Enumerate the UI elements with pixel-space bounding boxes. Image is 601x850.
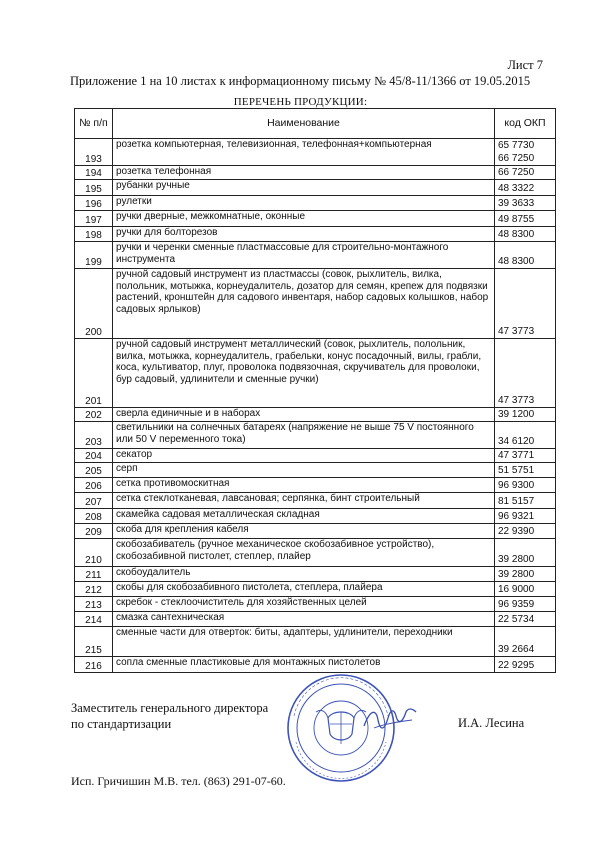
row-number: 203	[75, 422, 113, 449]
table-row	[75, 422, 556, 449]
okp-code: 49 8755	[498, 214, 535, 225]
product-name: скребок - стеклоочиститель для хозяйственных целей	[113, 597, 495, 612]
table-row	[75, 180, 556, 196]
product-name: ручки для болторезов	[113, 227, 495, 242]
table-row	[75, 242, 556, 269]
product-name: смазка сантехническая	[113, 612, 495, 627]
okp-code-cell	[495, 139, 556, 166]
okp-code-cell	[495, 180, 556, 196]
table-row	[75, 478, 556, 493]
row-number: 208	[75, 509, 113, 524]
okp-code: 47 3771	[498, 450, 535, 461]
product-name: рубанки ручные	[113, 180, 495, 196]
okp-code-cell	[495, 227, 556, 242]
product-name: ручной садовый инструмент металлический (совок, рыхлитель, полольник, вилка, мотыжка, корнеудалитель, грабельки, конус посадочный, вилы, грабли, коса, культиватор, плуг, проволока подвязочная, скручиватель для проволоки, бур садовый, удлинители и сменные ручки)	[113, 339, 495, 408]
table-row	[75, 627, 556, 657]
row-number: 205	[75, 463, 113, 478]
okp-code: 96 9321	[498, 511, 535, 522]
row-number: 202	[75, 408, 113, 422]
row-number: 193	[75, 139, 113, 166]
okp-code: 22 5734	[498, 614, 535, 625]
okp-code: 48 3322	[498, 183, 535, 194]
table-row	[75, 227, 556, 242]
okp-code-cell	[495, 567, 556, 582]
okp-code-cell	[495, 463, 556, 478]
row-number: 216	[75, 657, 113, 673]
product-list-title: ПЕРЕЧЕНЬ ПРОДУКЦИИ:	[233, 96, 368, 108]
product-name: секатор	[113, 449, 495, 463]
okp-code: 39 2800	[498, 569, 535, 580]
row-number: 197	[75, 211, 113, 227]
okp-code-cell	[495, 166, 556, 180]
product-name: скобозабиватель (ручное механическое скобозабивное устройство), скобозабивной пистолет, степлер, плайер	[113, 539, 495, 567]
product-name: ручной садовый инструмент из пластмассы (совок, рыхлитель, вилка, полольник, мотыжка, корнеудалитель, дозатор для семян, крепеж для подвязки растений, кронштейн для садового инвентаря, набор садовых колышков, набор садовых ярлыков)	[113, 269, 495, 339]
table-body	[75, 139, 556, 673]
row-number: 200	[75, 269, 113, 339]
okp-code-cell	[495, 339, 556, 408]
okp-code-cell	[495, 539, 556, 567]
position-line-1: Заместитель генерального директора	[71, 701, 269, 715]
table-row	[75, 166, 556, 180]
contact-info: Исп. Гричишин М.В. тел. (863) 291-07-60.	[71, 774, 286, 788]
table-row	[75, 269, 556, 339]
table-row	[75, 493, 556, 509]
page-number: Лист 7	[507, 58, 543, 72]
okp-code-cell	[495, 597, 556, 612]
table-row	[75, 524, 556, 539]
row-number: 210	[75, 539, 113, 567]
okp-code-cell	[495, 493, 556, 509]
table-header-row	[75, 109, 556, 139]
row-number: 199	[75, 242, 113, 269]
row-number: 213	[75, 597, 113, 612]
product-table	[74, 108, 556, 673]
row-number: 214	[75, 612, 113, 627]
table-row	[75, 211, 556, 227]
product-name: рулетки	[113, 196, 495, 211]
column-header-code: код ОКП	[495, 109, 556, 139]
appendix-heading: Приложение 1 на 10 листах к информационному письму № 45/8-11/1366 от 19.05.2015	[70, 74, 531, 88]
product-name: ручки и черенки сменные пластмассовые для строительно-монтажного инструмента	[113, 242, 495, 269]
okp-code: 47 3773	[498, 395, 535, 406]
product-name: светильники на солнечных батареях (напряжение не выше 75 V постоянного или 50 V переменного тока)	[113, 422, 495, 449]
product-name: серп	[113, 463, 495, 478]
row-number: 198	[75, 227, 113, 242]
product-name: скамейка садовая металлическая складная	[113, 509, 495, 524]
table-row	[75, 597, 556, 612]
row-number: 211	[75, 567, 113, 582]
row-number: 201	[75, 339, 113, 408]
okp-code-cell	[495, 269, 556, 339]
product-name: скоба для крепления кабеля	[113, 524, 495, 539]
table-row	[75, 612, 556, 627]
product-name: сетка противомоскитная	[113, 478, 495, 493]
okp-code: 66 7250	[498, 153, 535, 164]
row-number: 194	[75, 166, 113, 180]
okp-code: 39 2800	[498, 554, 535, 565]
column-header-number: № п/п	[75, 109, 113, 139]
okp-code: 48 8300	[498, 256, 535, 267]
row-number: 204	[75, 449, 113, 463]
table-row	[75, 509, 556, 524]
okp-code-cell	[495, 582, 556, 597]
position-line-2: по стандартизации	[71, 717, 172, 731]
okp-code-cell	[495, 196, 556, 211]
okp-code: 16 9000	[498, 584, 535, 595]
okp-code: 96 9300	[498, 480, 535, 491]
okp-code: 81 5157	[498, 496, 535, 507]
table-row	[75, 139, 556, 166]
table-row	[75, 567, 556, 582]
okp-code-cell	[495, 422, 556, 449]
okp-code-cell	[495, 657, 556, 673]
okp-code: 66 7250	[498, 167, 535, 178]
okp-code: 39 2664	[498, 644, 535, 655]
handwritten-signature	[360, 702, 420, 738]
table-row	[75, 582, 556, 597]
okp-code: 51 5751	[498, 465, 535, 476]
table-row	[75, 408, 556, 422]
table-row	[75, 339, 556, 408]
row-number: 207	[75, 493, 113, 509]
row-number: 206	[75, 478, 113, 493]
product-name: ручки дверные, межкомнатные, оконные	[113, 211, 495, 227]
row-number: 209	[75, 524, 113, 539]
table-row	[75, 463, 556, 478]
okp-code: 48 8300	[498, 229, 535, 240]
product-name: сменные части для отверток: биты, адаптеры, удлинители, переходники	[113, 627, 495, 657]
okp-code: 47 3773	[498, 326, 535, 337]
okp-code-cell	[495, 408, 556, 422]
table-row	[75, 449, 556, 463]
okp-code-cell	[495, 211, 556, 227]
okp-code-cell	[495, 242, 556, 269]
row-number: 196	[75, 196, 113, 211]
okp-code: 65 7730	[498, 140, 535, 151]
okp-code-cell	[495, 612, 556, 627]
table-row	[75, 657, 556, 673]
okp-code-cell	[495, 524, 556, 539]
row-number: 195	[75, 180, 113, 196]
table-row	[75, 196, 556, 211]
signatory-position	[71, 700, 268, 732]
row-number: 212	[75, 582, 113, 597]
signer-name: И.А. Лесина	[458, 716, 525, 730]
row-number: 215	[75, 627, 113, 657]
okp-code-cell	[495, 509, 556, 524]
okp-code-cell	[495, 627, 556, 657]
okp-code: 34 6120	[498, 436, 535, 447]
product-name: скобы для скобозабивного пистолета, степлера, плайера	[113, 582, 495, 597]
okp-code-cell	[495, 449, 556, 463]
product-name: скобоудалитель	[113, 567, 495, 582]
okp-code-cell	[495, 478, 556, 493]
okp-code: 39 3633	[498, 198, 535, 209]
column-header-name: Наименование	[113, 109, 495, 139]
okp-code: 39 1200	[498, 409, 535, 420]
product-name: сверла единичные и в наборах	[113, 408, 495, 422]
product-name: розетка телефонная	[113, 166, 495, 180]
product-name: розетка компьютерная, телевизионная, телефонная+компьютерная	[113, 139, 495, 166]
okp-code: 22 9295	[498, 660, 535, 671]
okp-code: 96 9359	[498, 599, 535, 610]
table-row	[75, 539, 556, 567]
okp-code: 22 9390	[498, 526, 535, 537]
product-name: сетка стеклотканевая, лавсановая; серпянка, бинт строительный	[113, 493, 495, 509]
product-name: сопла сменные пластиковые для монтажных пистолетов	[113, 657, 495, 673]
